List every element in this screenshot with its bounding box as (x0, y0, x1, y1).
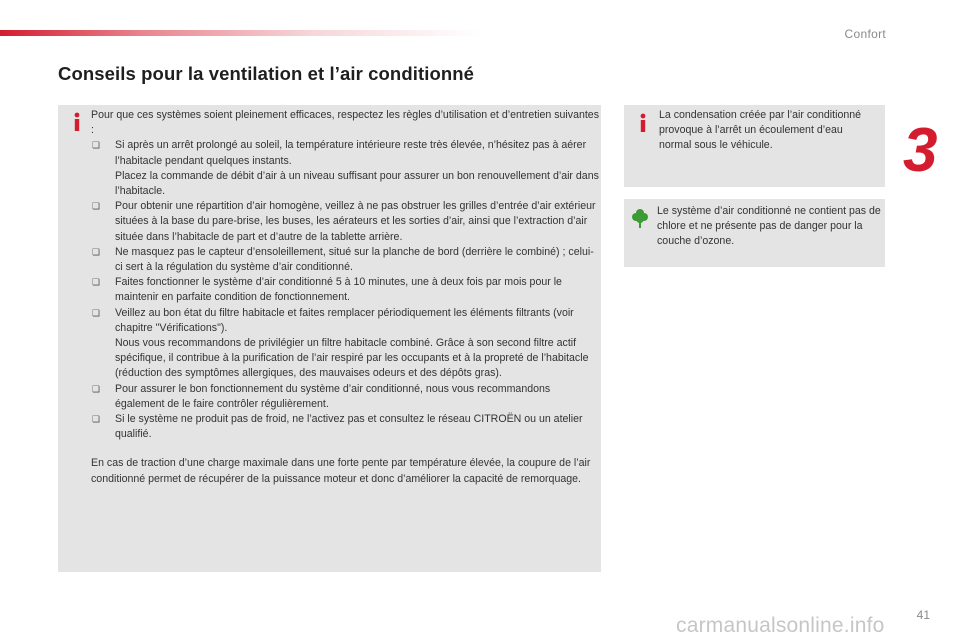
list-item: ❏ Pour assurer le bon fonctionnement du système d’air conditionné, nous vous recommandons également de le faire contrôler régulièrement. (92, 382, 551, 410)
bullet-icon: ❏ (92, 140, 101, 151)
watermark: carmanualsonline.info (676, 614, 885, 637)
list-item: ❏ Faites fonctionner le système d’air conditionné 5 à 10 minutes, une à deux fois par mois pour le maintenir en parfaite condition de fonctionnement. (92, 276, 562, 304)
list-item: ❏ Ne masquez pas le capteur d’ensoleillement, situé sur la planche de bord (derrière le combiné) ; celui-ci sert à la régulation du système d’air conditionné. (92, 245, 594, 274)
main-advice-box (58, 105, 601, 572)
leaf-icon (632, 208, 648, 228)
closing-paragraph: En cas de traction d’une charge maximale dans une forte pente par température élevée, la coupure de l’air conditionné permet de récupérer de la puissance moteur et donc d’améliorer la capacité de remorquage. (91, 457, 591, 485)
bullet-icon: ❏ (92, 414, 101, 425)
list-item: ❏ Si le système ne produit pas de froid, ne l’activez pas et consultez le réseau CITROËN ou un atelier qualifié. (92, 413, 583, 441)
condensation-note-box (624, 105, 885, 187)
eco-note-box (624, 199, 885, 267)
section-label: Confort (844, 27, 886, 41)
bullet-icon: ❏ (92, 383, 101, 394)
bullet-icon: ❏ (92, 277, 101, 288)
info-icon (637, 113, 649, 133)
main-advice-text (91, 108, 599, 487)
eco-note-text: Le système d’air conditionné ne contient pas de chlore et ne présente pas de danger pour la couche d’ozone. (657, 205, 881, 248)
page-title: Conseils pour la ventilation et l’air conditionné (58, 63, 475, 84)
condensation-note-text: La condensation créée par l’air conditionné provoque à l’arrêt un écoulement d’eau normal sous le véhicule. (659, 109, 862, 152)
list-item: ❏ Pour obtenir une répartition d’air homogène, veillez à ne pas obstruer les grilles d’entrée d’air extérieur situées à la base du pare-brise, les buses, les aérateurs et les sorties d’air, ainsi que l’extraction d’air située dans l’habitacle de part et d’autre de la tablette arrière. (92, 200, 596, 243)
header-accent-bar (0, 30, 480, 36)
advice-list (91, 138, 599, 442)
info-icon (71, 112, 83, 132)
chapter-number: 3 (903, 116, 938, 185)
bullet-icon: ❏ (92, 307, 101, 318)
page-number: 41 (916, 608, 930, 622)
list-item: ❏ Veillez au bon état du filtre habitacle et faites remplacer périodiquement les éléments filtrants (voir chapitre "Vérifications"). Nous vous recommandons de privilégier un filtre habitacle combiné. Grâce à son second filtre actif spécifique, il contribue à la purification de l’air respiré par les occupants et à la propreté de l’habitacle (réduction des symptômes allergiques, des mauvaises odeurs et des dépôts gras). (92, 306, 589, 380)
bullet-icon: ❏ (92, 201, 101, 212)
bullet-icon: ❏ (92, 246, 101, 257)
list-item: ❏ Si après un arrêt prolongé au soleil, la température intérieure reste très élevée, n’hésitez pas à aérer l’habitacle pendant quelques instants. Placez la commande de débit d’air à un niveau suffisant pour assurer un bon renouvellement d’air dans l’habitacle. (92, 139, 599, 198)
intro-paragraph: Pour que ces systèmes soient pleinement efficaces, respectez les règles d’utilisation et d’entretien suivantes : (91, 109, 599, 137)
